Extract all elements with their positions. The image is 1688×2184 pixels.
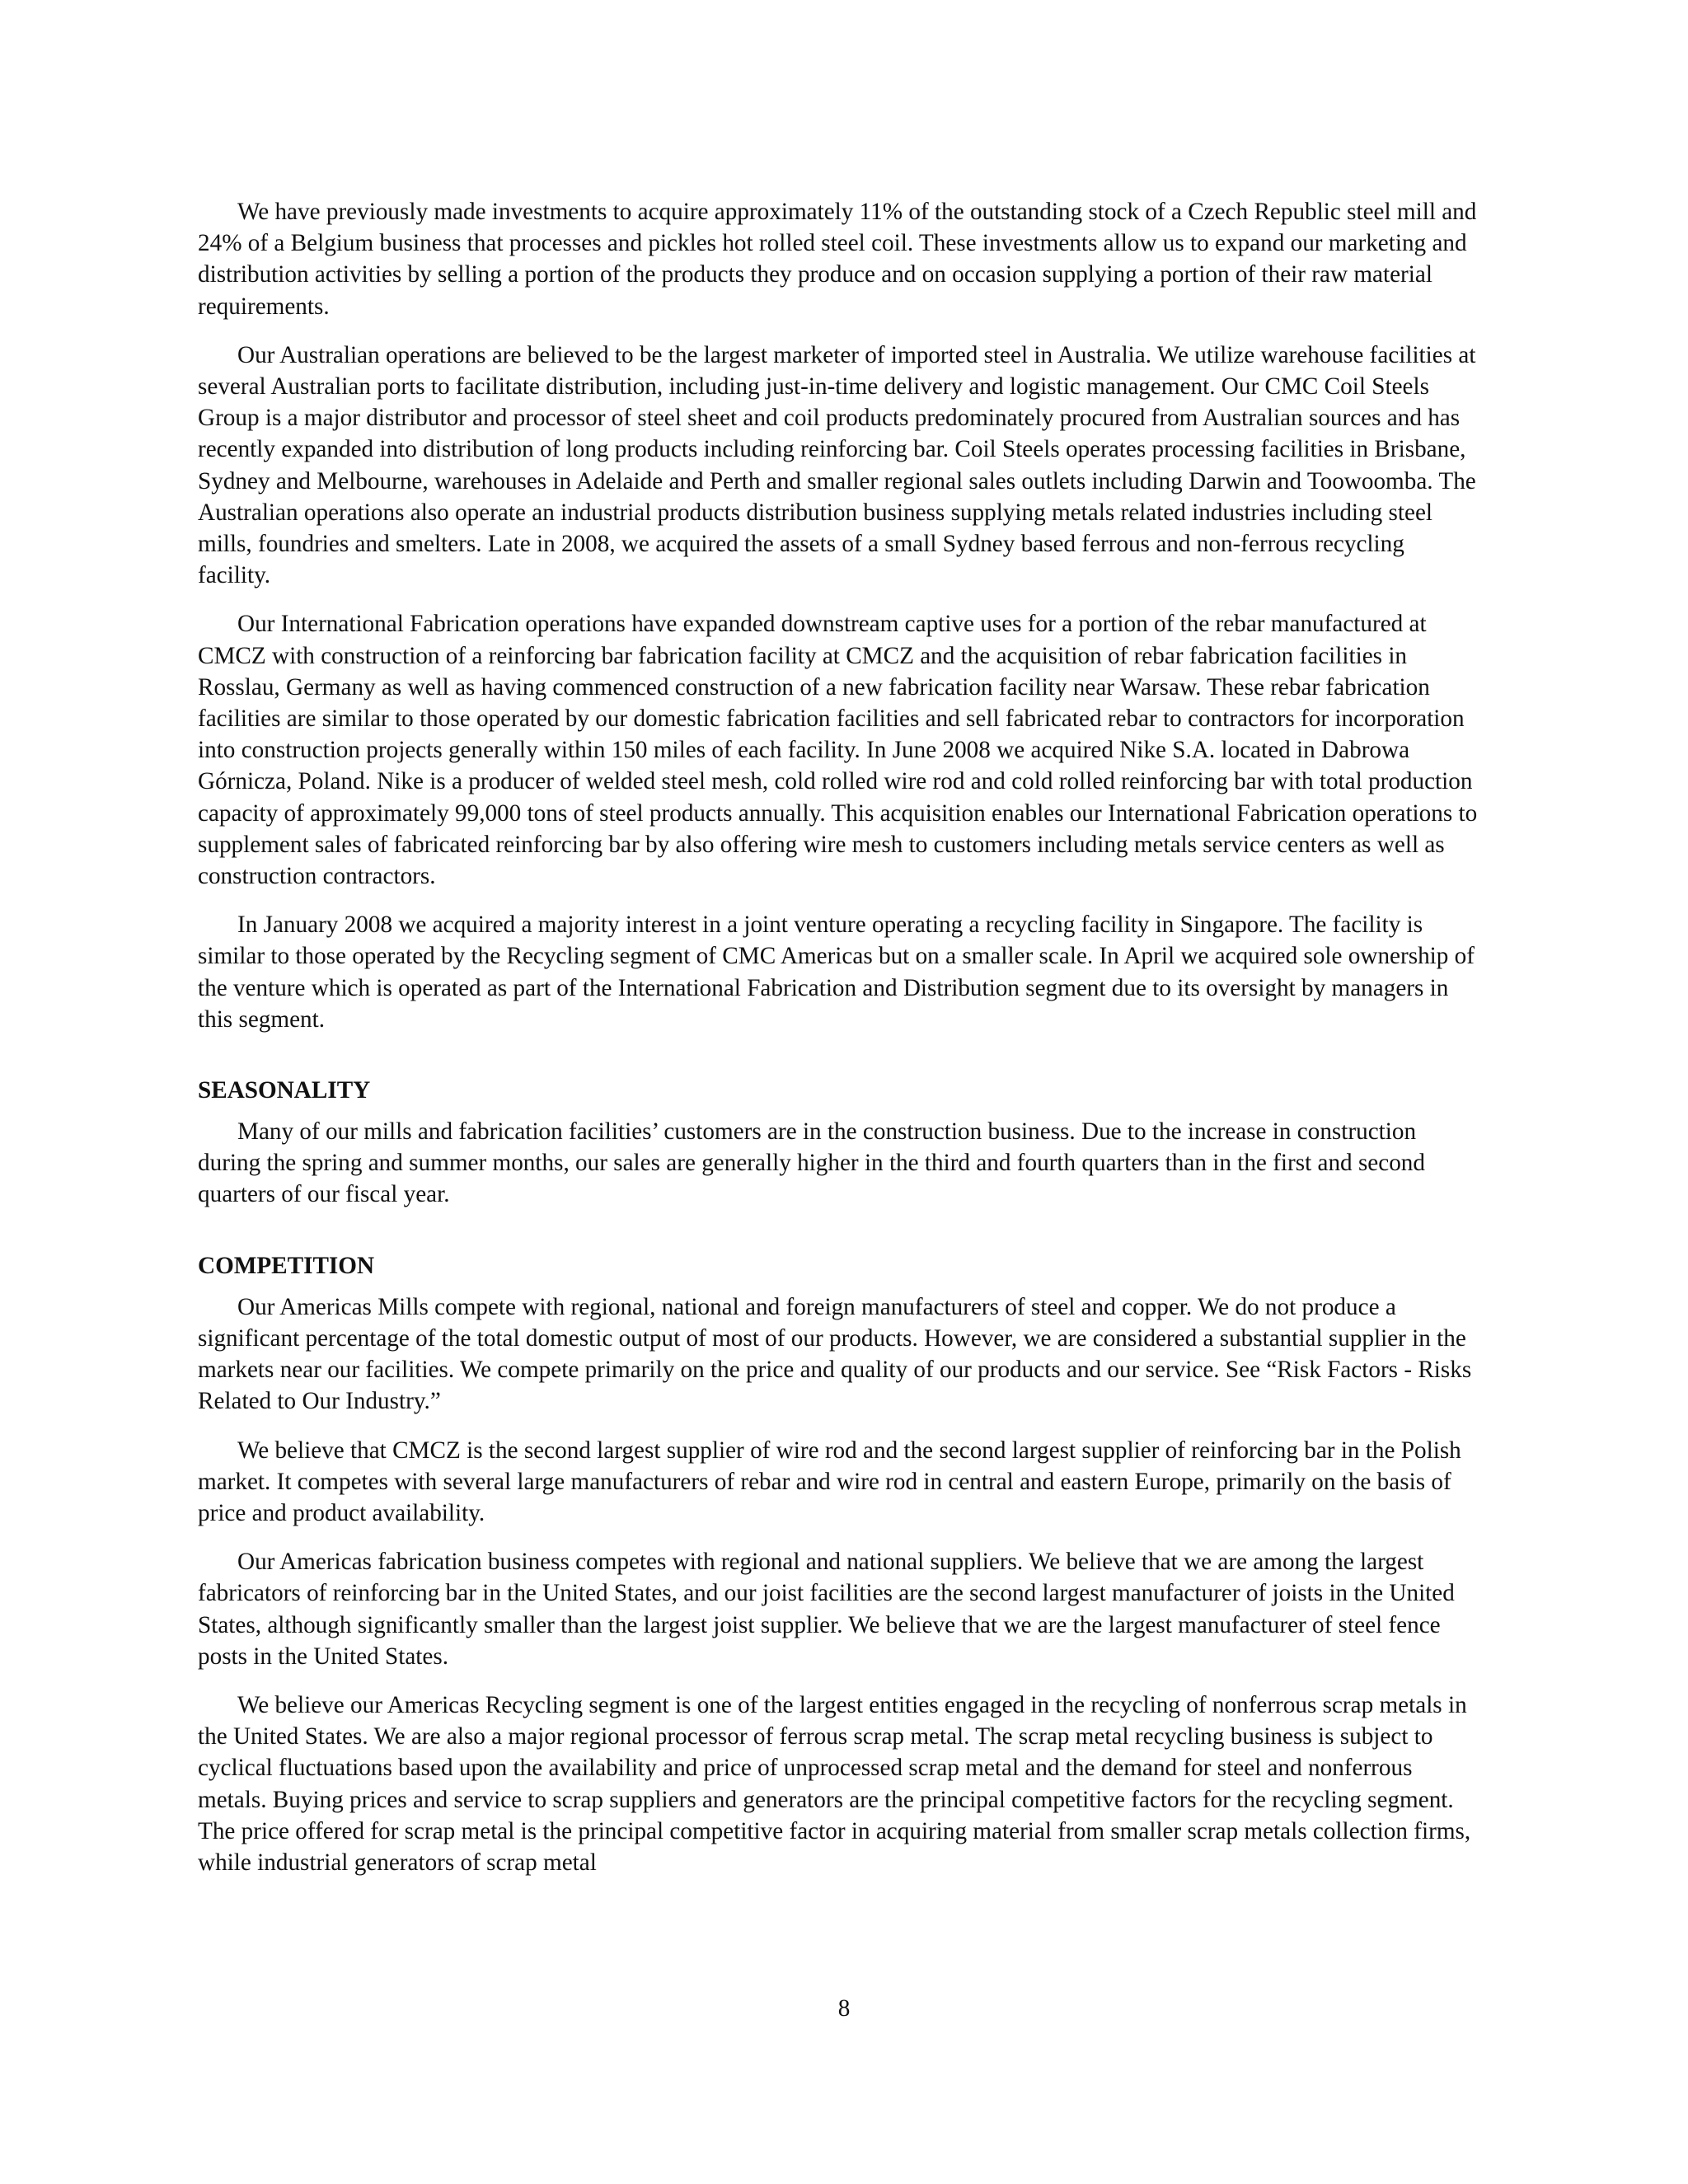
paragraph-americas-mills: Our Americas Mills compete with regional, national and foreign manufacturers of steel and copper. We do not produce a significant percentage of the total domestic output of most of our products. However, we are considered a substantial supplier in the markets near our facilities. We compete primarily on the price and quality of our products and our service. See “Risk Factors - Risks Related to Our Industry.” xyxy=(198,1293,1472,1415)
paragraph-international-fabrication: Our International Fabrication operations have expanded downstream captive uses for a portion of the rebar manufactured at CMCZ with construction of a reinforcing bar fabrication facility at CMCZ and the acquisition of rebar fabrication facilities in Rosslau, Germany as well as having commenced construction of a new fabrication facility near Warsaw. These rebar fabrication facilities are similar to those operated by our domestic fabrication facilities and sell fabricated rebar to contractors for incorporation into construction projects generally within 150 miles of each facility. In June 2008 we acquired Nike S.A. located in Dabrowa Górnicza, Poland. Nike is a producer of welded steel mesh, cold rolled wire rod and cold rolled reinforcing bar with total production capacity of approximately 99,000 tons of steel products annually. This acquisition enables our International Fabrication operations to supplement sales of fabricated reinforcing bar by also offering wire mesh to customers including metals service centers as well as construction contractors. xyxy=(198,611,1478,890)
paragraph-investments: We have previously made investments to acquire approximately 11% of the outstanding stock of a Czech Republic steel mill and 24% of a Belgium business that processes and pickles hot rolled steel coil. These investments allow us to expand our marketing and distribution activities by selling a portion of the products they produce and on occasion supplying a portion of their raw material requirements. xyxy=(198,199,1477,320)
heading-seasonality: SEASONALITY xyxy=(198,1077,371,1104)
paragraph-singapore-venture: In January 2008 we acquired a majority interest in a joint venture operating a recycling facility in Singapore. The facility is similar to those operated by the Recycling segment of CMC Americas but on a smaller scale. In April we acquired sole ownership of the venture which is operated as part of the International Fabrication and Distribution segment due to its oversight by managers in this segment. xyxy=(198,912,1475,1033)
paragraph-cmcz-market: We believe that CMCZ is the second largest supplier of wire rod and the second largest supplier of reinforcing bar in the Polish market. It competes with several large manufacturers of rebar and wire rod in central and eastern Europe, primarily on the basis of price and product availability. xyxy=(198,1436,1461,1526)
paragraph-americas-recycling: We believe our Americas Recycling segment is one of the largest entities engaged in the recycling of nonferrous scrap metals in the United States. We are also a major regional processor of ferrous scrap metal. The scrap metal recycling business is subject to cyclical fluctuations based upon the availability and price of unprocessed scrap metal and the demand for steel and nonferrous metals. Buying prices and service to scrap suppliers and generators are the principal competitive factors for the recycling segment. The price offered for scrap metal is the principal competitive factor in acquiring material from smaller scrap metals collection firms, while industrial generators of scrap metal xyxy=(198,1691,1471,1876)
paragraph-australian-operations: Our Australian operations are believed to be the largest marketer of imported steel in Australia. We utilize warehouse facilities at several Australian ports to facilitate distribution, including just-in-time delivery and logistic management. Our CMC Coil Steels Group is a major distributor and processor of steel sheet and coil products predominately procured from Australian sources and has recently expanded into distribution of long products including reinforcing bar. Coil Steels operates processing facilities in Brisbane, Sydney and Melbourne, warehouses in Adelaide and Perth and smaller regional sales outlets including Darwin and Toowoomba. The Australian operations also operate an industrial products distribution business supplying metals related industries including steel mills, foundries and smelters. Late in 2008, we acquired the assets of a small Sydney based ferrous and non-ferrous recycling facility. xyxy=(198,341,1476,589)
section-competition xyxy=(198,1250,1479,1878)
section-intro xyxy=(198,196,1479,1035)
paragraph-americas-fabrication: Our Americas fabrication business competes with regional and national suppliers. We believe that we are among the largest fabricators of reinforcing bar in the United States, and our joist facilities are the second largest manufacturer of joists in the United States, although significantly smaller than the largest joist supplier. We believe that we are the largest manufacturer of steel fence posts in the United States. xyxy=(198,1549,1455,1670)
document-body xyxy=(198,196,1479,1896)
heading-competition: COMPETITION xyxy=(198,1252,375,1279)
section-seasonality xyxy=(198,1075,1479,1211)
page-number: 8 xyxy=(837,1995,851,2022)
paragraph-seasonality: Many of our mills and fabrication facilities’ customers are in the construction business. Due to the increase in construction during the spring and summer months, our sales are generally higher in the third and fourth quarters than in the first and second quarters of our fiscal year. xyxy=(198,1118,1425,1208)
